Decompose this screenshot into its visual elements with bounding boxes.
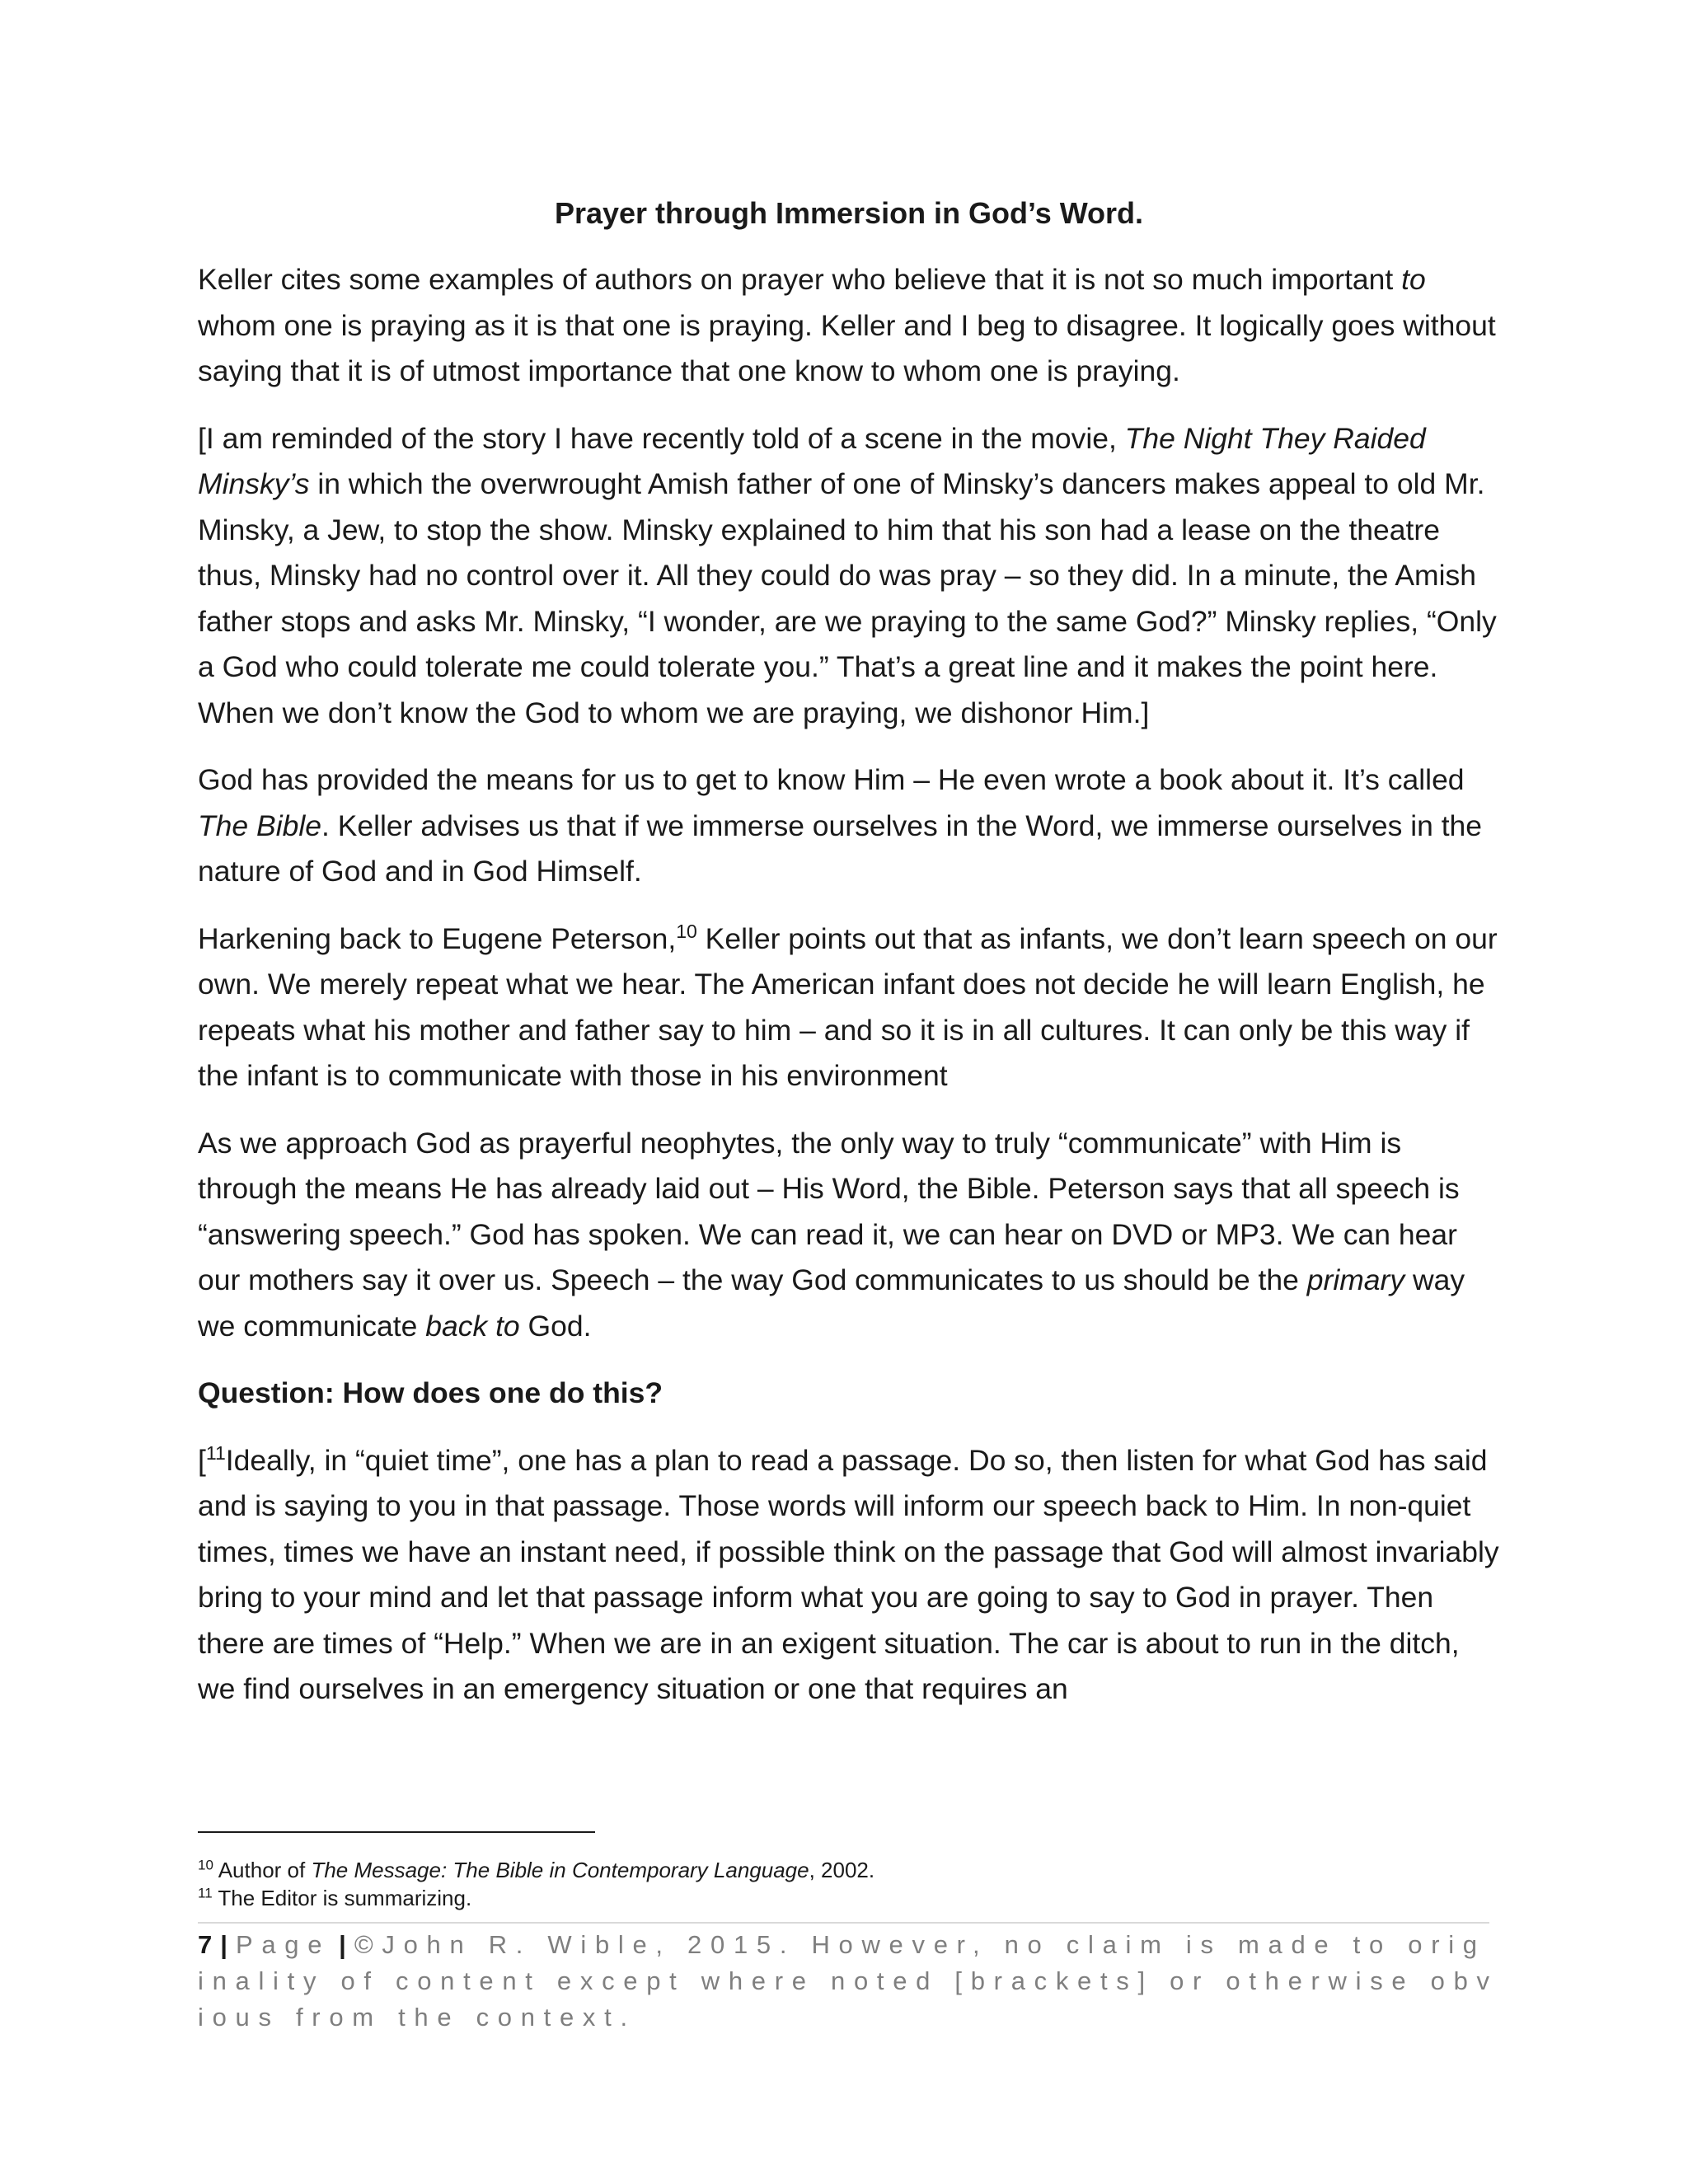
- movie-title: The Night They Raided Minsky’s: [198, 421, 1426, 500]
- footnote-text: , 2002.: [809, 1858, 875, 1882]
- paragraph-text: . Keller advises us that if we immerse ourselves in the Word, we immerse ourselves in the nature of God and in God Himself.: [198, 808, 1483, 888]
- footnote-reference-10[interactable]: 10: [676, 920, 697, 942]
- paragraph-2: [198, 416, 1500, 737]
- paragraph-text: God.: [519, 1309, 592, 1343]
- book-title: The Bible: [198, 808, 321, 842]
- footnote-number: 10: [198, 1857, 213, 1873]
- paragraph-text: [I am reminded of the story I have recently told of a scene in the movie,: [198, 421, 1125, 455]
- page-number: 7: [198, 1930, 213, 1959]
- footer-separator: |: [339, 1930, 346, 1959]
- emphasis-text: to: [1401, 263, 1426, 296]
- paragraph-5: [198, 1121, 1500, 1350]
- paragraph-4: [198, 916, 1500, 1099]
- paragraph-text: Keller points out that as infants, we don’t learn speech on our own. We merely repeat what we hear. The American infant does not decide he will learn English, he repeats what his mother and father say to him – and so it is in all cultures. It can only be this way if the infant is to communicate with those in his environment: [198, 921, 1498, 1092]
- footnote-number: 11: [198, 1885, 213, 1901]
- footnote-text: The Editor is summarizing.: [212, 1886, 472, 1910]
- paragraph-text: Ideally, in “quiet time”, one has a plan to read a passage. Do so, then listen for what God has said and is saying to you in that passage. Those words will inform our speech back to Him. In non-quiet times, times we have an instant need, if possible think on the passage that God will almost invariably bring to your mind and let that passage inform what you are going to say to God in prayer. Then there are times of “Help.” When we are in an exigent situation. The car is about to run in the ditch, we find ourselves in an emergency situation or one that requires an: [198, 1443, 1499, 1705]
- section-title: Prayer through Immersion in God’s Word.: [554, 196, 1144, 230]
- page-body: [198, 191, 1500, 1734]
- footer-separator: |: [220, 1930, 227, 1959]
- footnote-11: [198, 1884, 1500, 1912]
- paragraph-1: [198, 257, 1500, 395]
- copyright-notice: ©John R. Wible, 2015. However, no claim is made to originality of content except where noted [brackets] or otherwise obvious from the context.: [198, 1930, 1498, 2032]
- paragraph-text: As we approach God as prayerful neophytes, the only way to truly “communicate” with Him is through the means He has already laid out – His Word, the Bible. Peterson says that all speech is “answering speech.” God has spoken. We can read it, we can hear on DVD or MP3. We can hear our mothers say it over us. Speech – the way God communicates to us should be the: [198, 1126, 1460, 1296]
- paragraph-6: [198, 1438, 1500, 1713]
- emphasis-text: primary: [1306, 1263, 1405, 1296]
- footnote-separator: [198, 1831, 595, 1833]
- question-heading: Question: How does one do this?: [198, 1376, 663, 1409]
- footnote-text: Author of: [213, 1858, 312, 1882]
- footer-rule: [198, 1922, 1489, 1924]
- book-title: The Message: The Bible in Contemporary Language: [311, 1858, 809, 1882]
- paragraph-text: [: [198, 1443, 206, 1477]
- paragraph-text: way we communicate: [198, 1263, 1465, 1343]
- emphasis-text: back to: [425, 1309, 520, 1343]
- paragraph-text: Keller cites some examples of authors on prayer who believe that it is not so much important: [198, 263, 1402, 296]
- paragraph-text: whom one is praying as it is that one is praying. Keller and I beg to disagree. It logically goes without saying that it is of utmost importance that one know to whom one is praying.: [198, 308, 1496, 387]
- footnotes: [198, 1856, 1500, 1912]
- page-label: Page: [235, 1930, 331, 1959]
- footnote-10: [198, 1856, 1500, 1884]
- paragraph-text: God has provided the means for us to get to know Him – He even wrote a book about it. It’s called: [198, 763, 1465, 796]
- page-footer: [198, 1927, 1500, 2036]
- paragraph-3: [198, 757, 1500, 895]
- footnote-reference-11[interactable]: 11: [205, 1441, 226, 1464]
- paragraph-text: in which the overwrought Amish father of one of Minsky’s dancers makes appeal to old Mr. Minsky, a Jew, to stop the show. Minsky explained to him that his son had a lease on the theatre thus, Minsky had no control over it. All they could do was pray – so they did. In a minute, the Amish father stops and asks Mr. Minsky, “I wonder, are we praying to the same God?” Minsky replies, “Only a God who could tolerate me could tolerate you.” That’s a great line and it makes the point here. When we don’t know the God to whom we are praying, we dishonor Him.]: [198, 467, 1497, 729]
- paragraph-text: Harkening back to Eugene Peterson,: [198, 921, 677, 955]
